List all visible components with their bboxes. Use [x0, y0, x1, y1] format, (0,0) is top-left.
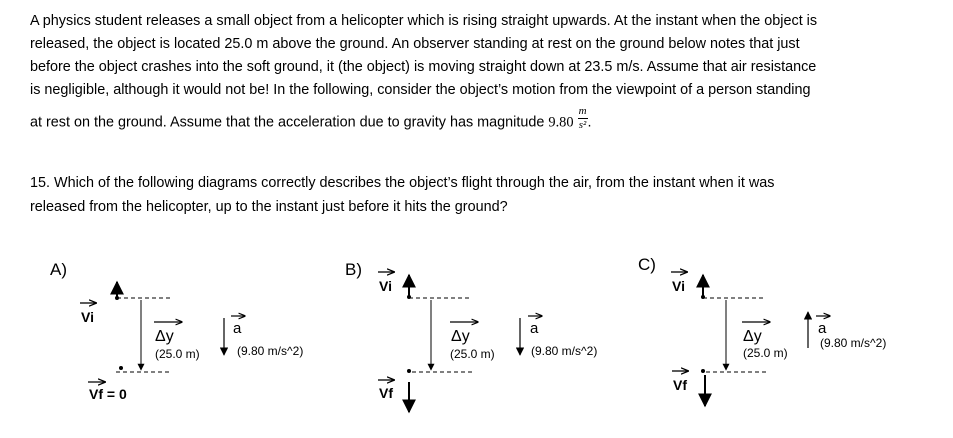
- vi-label: Vi: [81, 309, 94, 325]
- dy-value: (25.0 m): [743, 346, 788, 360]
- diagram-option-c[interactable]: [638, 255, 886, 406]
- diagram-option-b[interactable]: [345, 260, 597, 412]
- dy-value: (25.0 m): [155, 347, 200, 361]
- vf-label: Vf = 0: [89, 386, 127, 402]
- unit-denominator: s²: [578, 119, 587, 131]
- option-a-label: A): [50, 260, 67, 279]
- a-value: (9.80 m/s^2): [531, 344, 598, 358]
- a-label: a: [530, 320, 539, 337]
- a-label: a: [233, 320, 242, 337]
- end-point: [701, 369, 705, 373]
- end-period: .: [587, 114, 592, 131]
- question-line-1: 15. Which of the following diagrams correctly describes the object’s flight through the air, from the instant when it was: [30, 175, 775, 191]
- vf-label: Vf: [379, 385, 393, 401]
- dy-value: (25.0 m): [450, 347, 495, 361]
- option-b-label: B): [345, 260, 362, 279]
- problem-line-4: is negligible, although it would not be! In the following, consider the object’s motion from the viewpoint of a person standing: [30, 82, 811, 98]
- problem-line-1: A physics student releases a small object from a helicopter which is rising straight upwards. At the instant when the object is: [30, 13, 818, 29]
- end-point: [407, 369, 411, 373]
- end-point: [119, 366, 123, 370]
- a-value: (9.80 m/s^2): [237, 344, 304, 358]
- vi-label: Vi: [379, 278, 392, 294]
- problem-line-5-text: at rest on the ground. Assume that the acceleration due to gravity has magnitude: [30, 114, 549, 131]
- gravity-value: 9.80: [548, 114, 574, 131]
- question-line-2: released from the helicopter, up to the instant just before it hits the ground?: [30, 199, 508, 215]
- vi-label: Vi: [672, 278, 685, 294]
- problem-line-3: before the object crashes into the soft ground, it (the object) is moving straight down at 23.5 m/s. Assume that air resistance: [30, 59, 817, 75]
- dy-label: Δy: [743, 328, 762, 345]
- dy-label: Δy: [451, 328, 470, 345]
- option-c-label: C): [638, 255, 656, 274]
- a-label: a: [818, 320, 827, 337]
- a-value: (9.80 m/s^2): [820, 336, 887, 350]
- vf-label: Vf: [673, 377, 687, 393]
- unit-numerator: m: [578, 105, 587, 117]
- diagram-option-a[interactable]: [50, 260, 303, 402]
- problem-line-2: released, the object is located 25.0 m above the ground. An observer standing at rest on the ground below notes that just: [30, 36, 800, 52]
- dy-label: Δy: [155, 328, 174, 345]
